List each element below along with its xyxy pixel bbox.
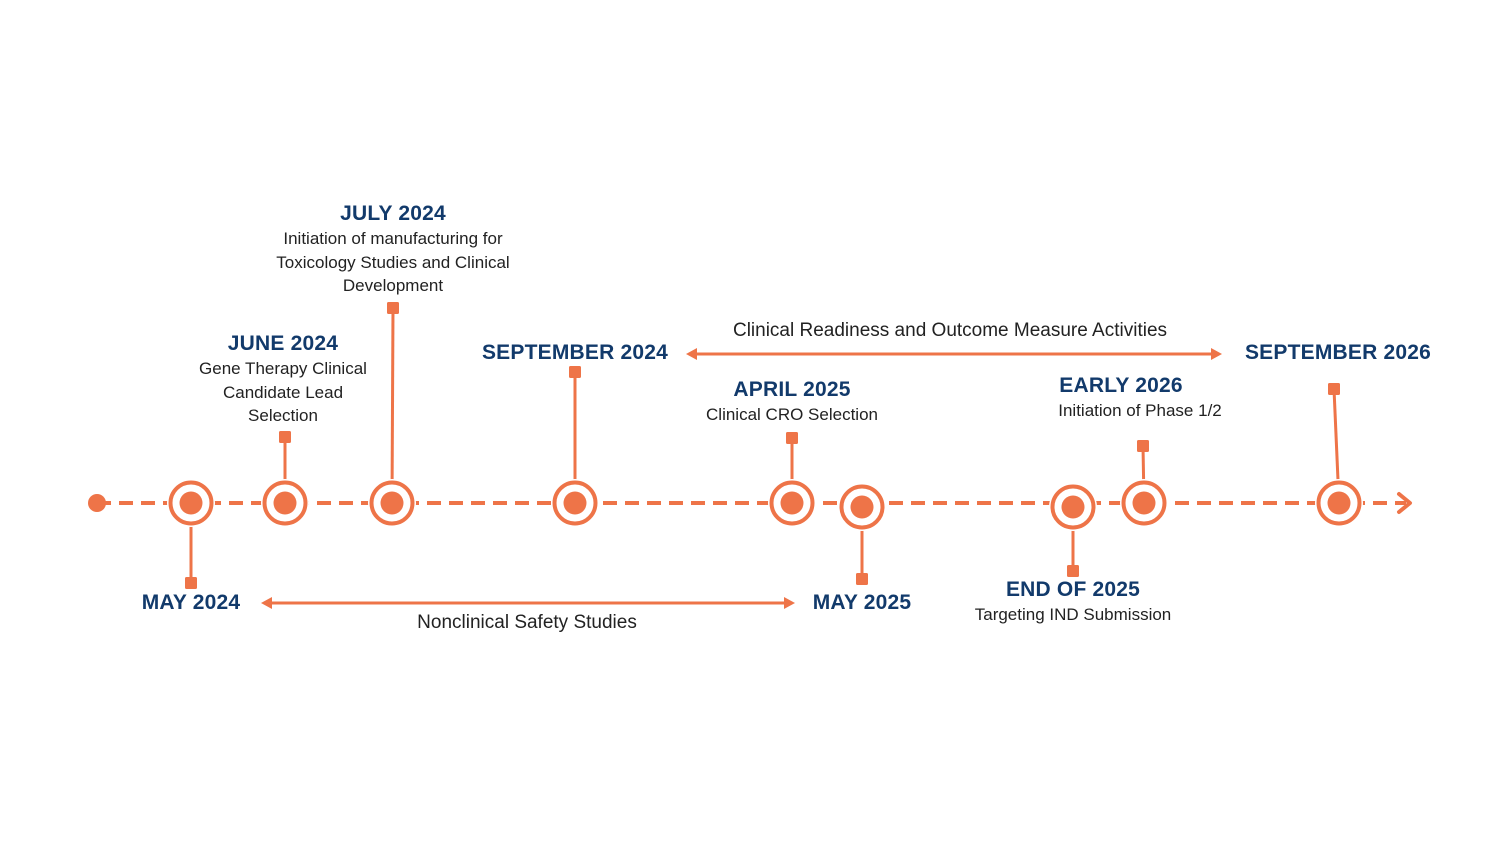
milestone-title: APRIL 2025 bbox=[733, 378, 851, 401]
milestone-description: Clinical CRO Selection bbox=[706, 405, 878, 424]
milestone-stem-tip bbox=[786, 432, 798, 444]
clinical-readiness-range-arrow bbox=[686, 348, 1222, 360]
milestone-stem bbox=[392, 308, 393, 503]
milestone-marker-end-of-2025 bbox=[1049, 483, 1097, 577]
milestone-stem-tip bbox=[185, 577, 197, 589]
milestone-september-2024 bbox=[482, 340, 668, 366]
milestone-description: Targeting IND Submission bbox=[974, 605, 1172, 624]
milestone-may-2025 bbox=[813, 590, 912, 616]
milestone-node-dot bbox=[180, 492, 203, 515]
milestone-node-dot bbox=[381, 492, 404, 515]
milestone-title: JULY 2024 bbox=[340, 202, 446, 225]
milestone-node-dot bbox=[564, 492, 587, 515]
milestone-title: EARLY 2026 bbox=[1059, 374, 1183, 397]
milestone-stem-tip bbox=[1137, 440, 1149, 452]
milestone-node-dot bbox=[1328, 492, 1351, 515]
milestone-title: MAY 2025 bbox=[812, 591, 912, 614]
timeline-start-dot bbox=[88, 494, 106, 512]
milestone-node-dot bbox=[1133, 492, 1156, 515]
milestone-july-2024 bbox=[276, 201, 509, 298]
milestone-node-dot bbox=[781, 492, 804, 515]
nonclinical-range-arrow bbox=[261, 597, 795, 609]
milestone-title: SEPTEMBER 2026 bbox=[1244, 341, 1432, 364]
milestone-marker-early-2026 bbox=[1120, 440, 1168, 527]
milestone-description: Gene Therapy Clinical Candidate Lead Selection bbox=[199, 359, 367, 425]
milestone-marker-september-2026 bbox=[1315, 383, 1363, 527]
clinical-readiness-range-label: Clinical Readiness and Outcome Measure Activities bbox=[732, 320, 1168, 341]
milestone-stem-tip bbox=[279, 431, 291, 443]
milestone-node-dot bbox=[851, 496, 874, 519]
milestone-marker-september-2024 bbox=[551, 366, 599, 527]
milestone-marker-july-2024 bbox=[368, 302, 416, 527]
milestone-june-2024 bbox=[199, 331, 367, 428]
milestone-marker-may-2025 bbox=[838, 483, 886, 585]
milestone-title: SEPTEMBER 2024 bbox=[481, 341, 669, 364]
milestone-early-2026 bbox=[1020, 373, 1222, 423]
milestone-title: MAY 2024 bbox=[141, 591, 241, 614]
milestone-title: JUNE 2024 bbox=[227, 332, 339, 355]
milestone-description: Initiation of Phase 1/2 bbox=[1058, 401, 1222, 420]
nonclinical-range-label: Nonclinical Safety Studies bbox=[417, 612, 637, 633]
milestone-stem-tip bbox=[387, 302, 399, 314]
milestone-stem-tip bbox=[569, 366, 581, 378]
milestone-stem-tip bbox=[1067, 565, 1079, 577]
milestone-april-2025 bbox=[706, 377, 878, 427]
milestone-node-dot bbox=[274, 492, 297, 515]
milestone-marker-may-2024 bbox=[167, 479, 215, 589]
milestone-stem-tip bbox=[1328, 383, 1340, 395]
milestone-node-dot bbox=[1062, 496, 1085, 519]
milestone-may-2024 bbox=[142, 590, 241, 616]
milestone-september-2026 bbox=[1245, 340, 1431, 366]
milestone-stem-tip bbox=[856, 573, 868, 585]
milestone-marker-june-2024 bbox=[261, 431, 309, 527]
milestone-marker-april-2025 bbox=[768, 432, 816, 527]
milestone-title: END OF 2025 bbox=[1005, 578, 1141, 601]
milestone-description: Initiation of manufacturing for Toxicology Studies and Clinical Development bbox=[276, 229, 510, 295]
milestone-end-of-2025 bbox=[975, 577, 1172, 627]
